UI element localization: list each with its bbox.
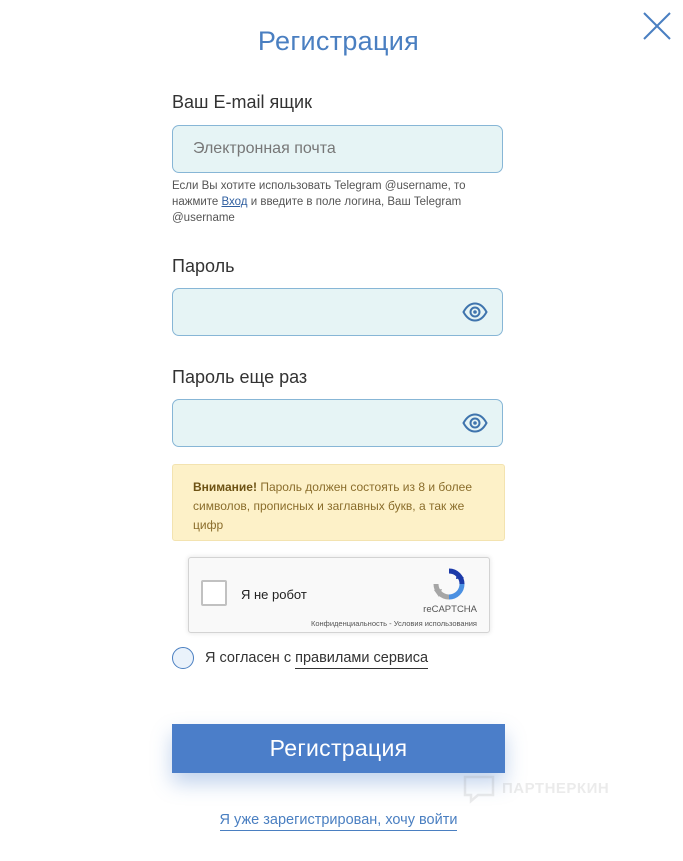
login-hint-link[interactable]: Вход [221, 196, 248, 208]
hint-text-1: Если Вы хотите использовать Telegram @username, то нажмите [172, 180, 466, 208]
terms-link[interactable]: правилами сервиса [295, 650, 428, 669]
watermark-logo-icon [462, 774, 496, 804]
recaptcha-links [189, 619, 477, 628]
agree-label: Я согласен с [205, 650, 296, 666]
recaptcha-widget [188, 557, 490, 633]
login-link[interactable]: Я уже зарегистрирован, хочу войти [220, 812, 458, 831]
password-repeat-label: Пароль еще раз [172, 367, 308, 387]
agree-text [205, 650, 428, 666]
login-link-wrapper [0, 812, 677, 828]
register-button[interactable]: Регистрация [172, 724, 505, 773]
password-label: Пароль [172, 256, 235, 276]
eye-icon[interactable] [462, 302, 488, 322]
password-repeat-field[interactable] [173, 400, 463, 446]
telegram-hint [172, 178, 492, 226]
hint-text-2: и введите в поле логина, Ваш Telegram @username [172, 196, 462, 224]
agree-checkbox[interactable] [172, 647, 194, 669]
recaptcha-label: Я не робот [241, 587, 307, 602]
password-field-wrapper [172, 288, 503, 336]
password-field[interactable] [173, 289, 463, 335]
watermark-text: ПАРТНЕРКИН [502, 780, 610, 797]
recaptcha-logo-icon [433, 568, 465, 600]
email-label: Ваш E-mail ящик [172, 92, 312, 112]
warning-title: Внимание! [193, 480, 257, 494]
recaptcha-privacy-link[interactable]: Конфиденциальность [311, 619, 388, 628]
password-warning [172, 464, 505, 541]
recaptcha-checkbox[interactable] [201, 580, 227, 606]
recaptcha-brand: reCAPTCHA [423, 604, 477, 615]
email-field-wrapper [172, 125, 503, 173]
warning-text: Пароль должен состоять из 8 и более символов, прописных и заглавных букв, а так же цифр [193, 480, 473, 532]
page-title: Регистрация [257, 26, 420, 56]
email-field[interactable] [173, 126, 463, 172]
recaptcha-separator: - [387, 619, 394, 628]
password-repeat-field-wrapper [172, 399, 503, 447]
recaptcha-terms-link[interactable]: Условия использования [393, 619, 477, 628]
eye-icon[interactable] [462, 413, 488, 433]
